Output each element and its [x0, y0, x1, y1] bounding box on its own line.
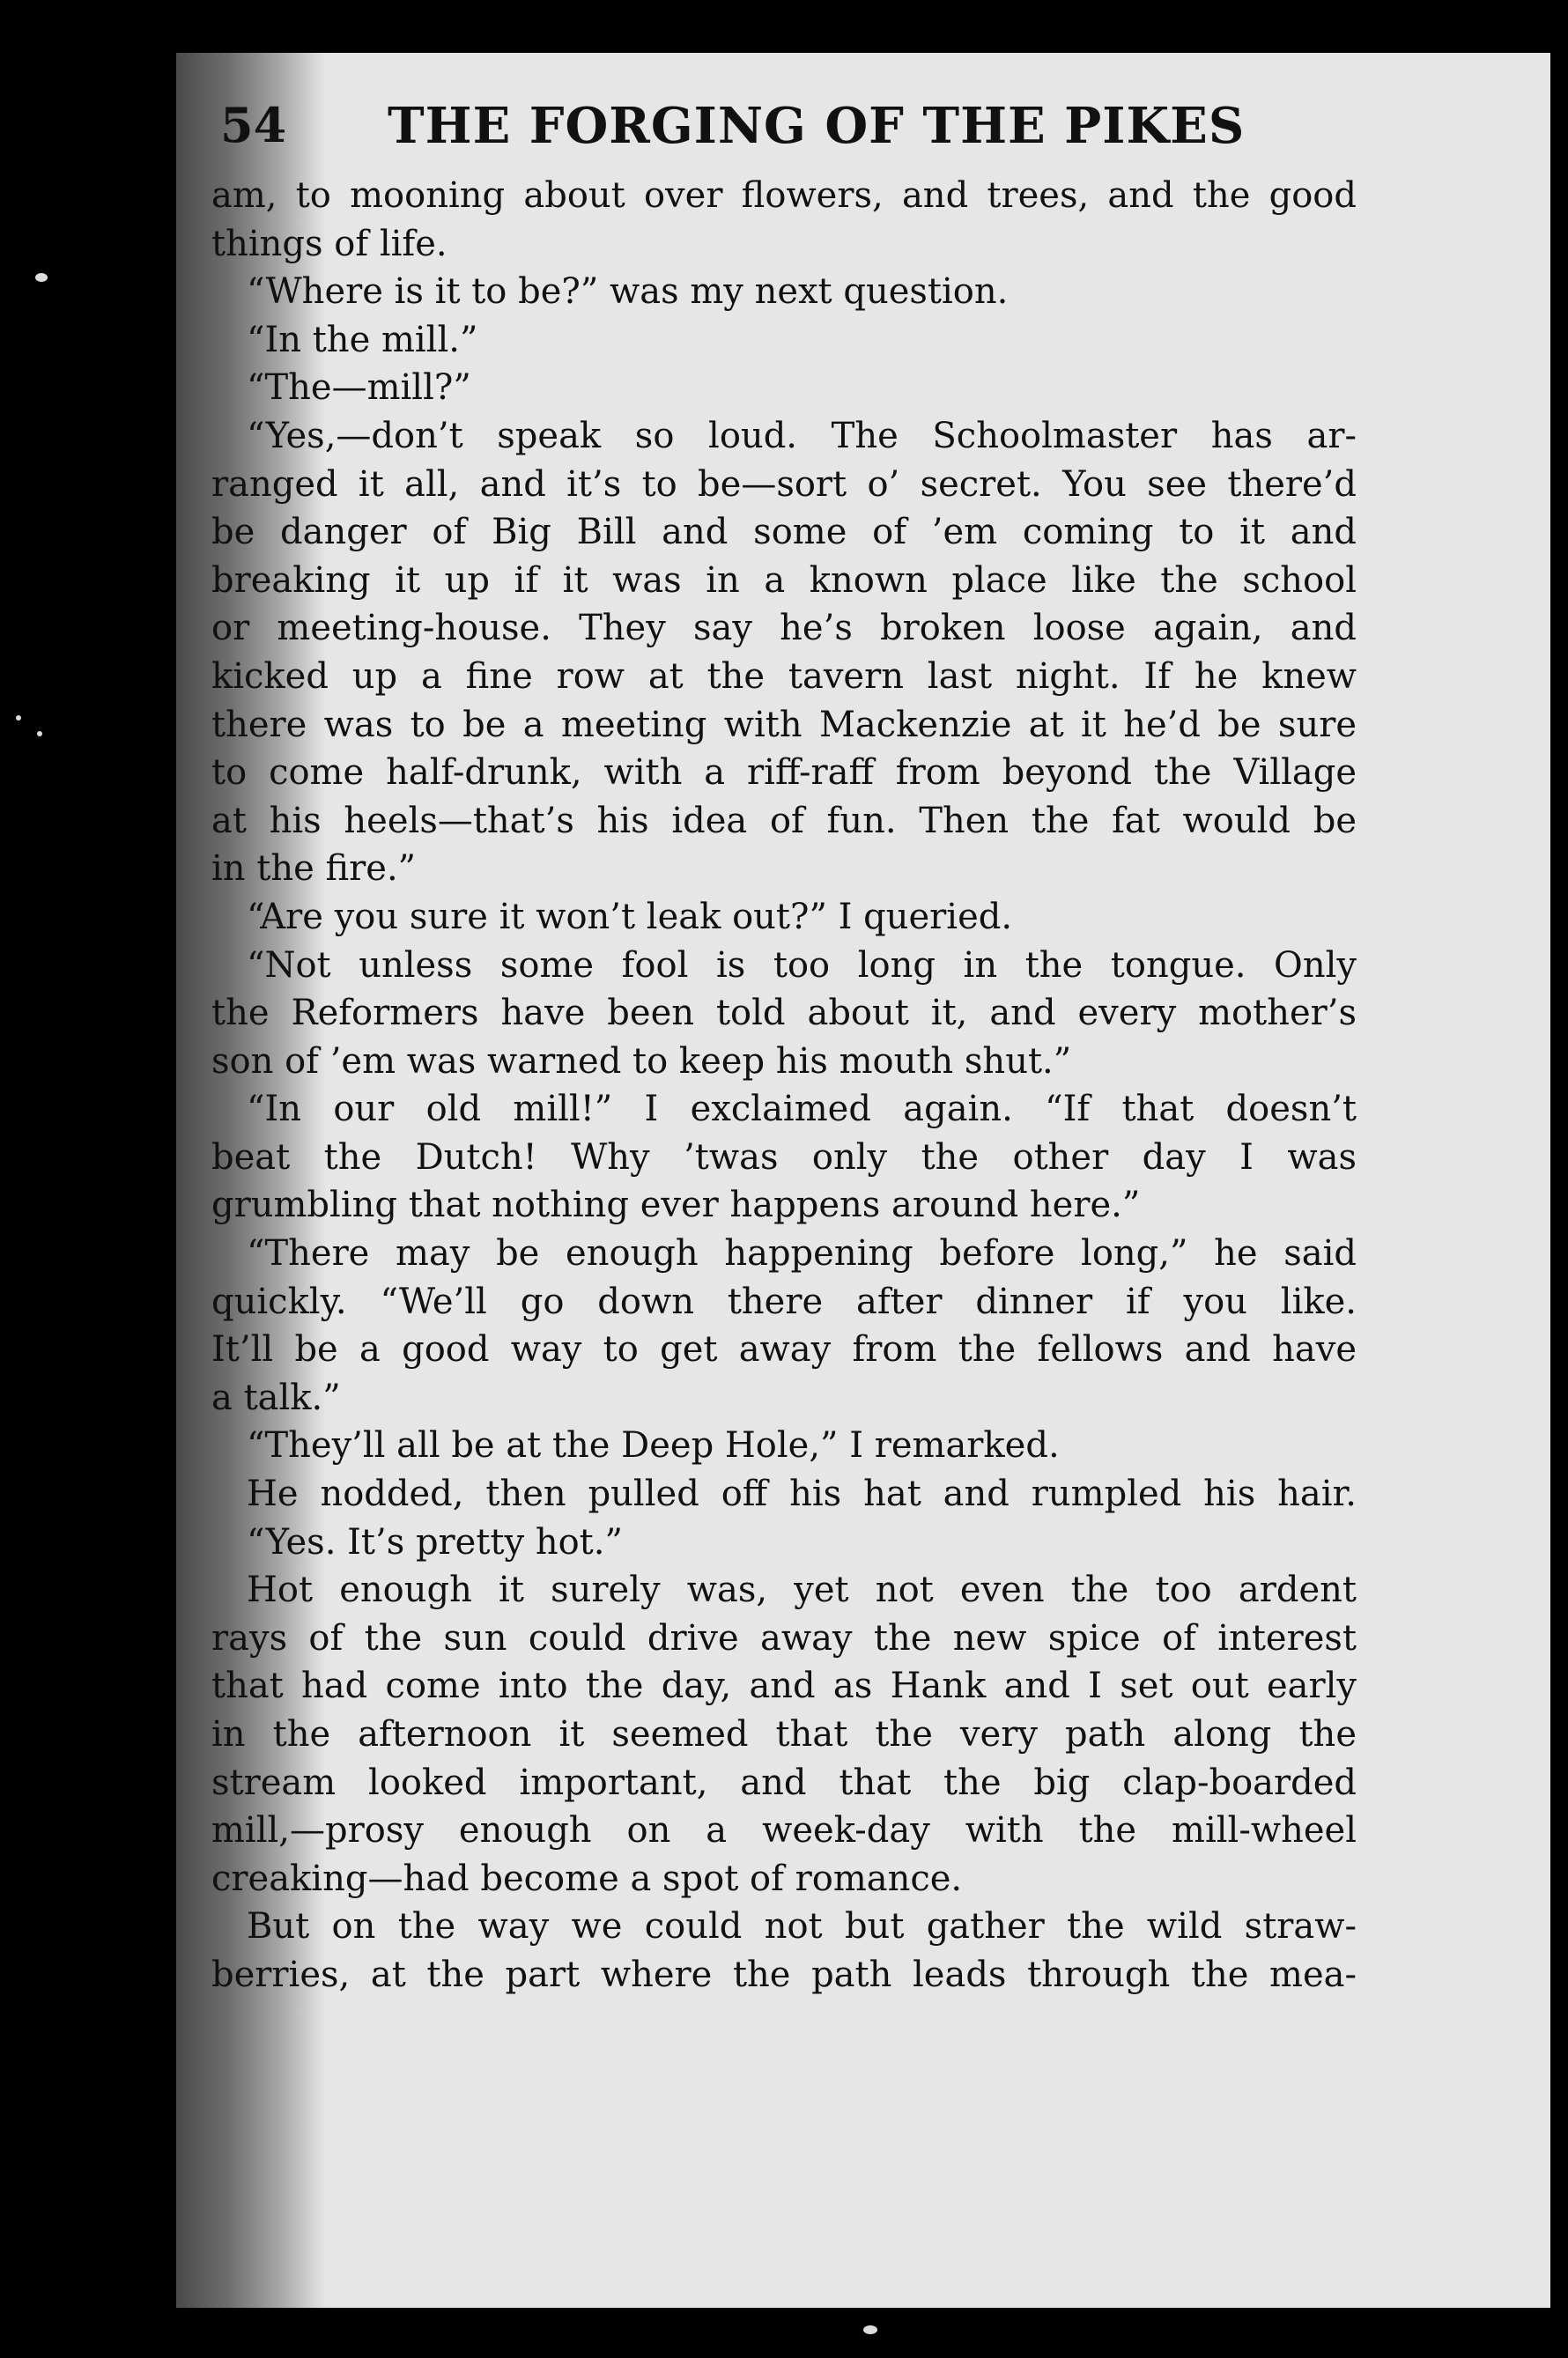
- text-line: “They’ll all be at the Deep Hole,” I remarked.: [247, 1425, 1060, 1467]
- text-line: there was to be a meeting with Mackenzie at it he’d be sure: [211, 704, 1357, 745]
- text-line: grumbling that nothing ever happens around here.”: [211, 1185, 1141, 1226]
- text-line: kicked up a fine row at the tavern last night. If he knew: [211, 655, 1357, 697]
- text-line: in the afternoon it seemed that the very path along the: [211, 1714, 1357, 1755]
- text-line: be danger of Big Bill and some of ’em coming to it and: [211, 512, 1357, 553]
- text-line: “Are you sure it won’t leak out?” I queried.: [247, 896, 1013, 937]
- running-title: THE FORGING OF THE PIKES: [388, 97, 1246, 155]
- text-line: rays of the sun could drive away the new spice of interest: [211, 1617, 1357, 1659]
- text-line: “In our old mill!” I exclaimed again. “If that doesn’t: [247, 1089, 1357, 1130]
- text-line: But on the way we could not but gather the wild straw-: [247, 1906, 1357, 1948]
- page-header: [220, 79, 1365, 185]
- text-line: creaking—had become a spot of romance.: [211, 1858, 963, 1899]
- text-line: “Where is it to be?” was my next question.: [247, 271, 1009, 313]
- text-line: It’ll be a good way to get away from the fellows and have: [211, 1329, 1357, 1371]
- text-line: am, to mooning about over flowers, and trees, and the good: [211, 175, 1357, 216]
- text-line: Hot enough it surely was, yet not even the too ardent: [247, 1570, 1357, 1611]
- text-line: “Yes,—don’t speak so loud. The Schoolmaster has ar-: [247, 415, 1357, 456]
- text-line: berries, at the part where the path leads through the mea-: [211, 1954, 1357, 1995]
- text-line: to come half-drunk, with a riff-raff from beyond the Village: [211, 752, 1357, 794]
- text-line: “In the mill.”: [247, 319, 478, 360]
- text-line: things of life.: [211, 223, 447, 264]
- text-line: that had come into the day, and as Hank and I set out early: [211, 1666, 1357, 1707]
- text-line: or meeting-house. They say he’s broken loose again, and: [211, 608, 1357, 649]
- page-number: 54: [220, 97, 287, 153]
- text-line: “Not unless some fool is too long in the tongue. Only: [247, 944, 1357, 986]
- text-line: “The—mill?”: [247, 367, 471, 409]
- body-text: [211, 172, 1357, 1999]
- text-line: ranged it all, and it’s to be—sort o’ secret. You see there’d: [211, 463, 1357, 505]
- text-line: quickly. “We’ll go down there after dinner if you like.: [211, 1281, 1357, 1322]
- text-line: mill,—prosy enough on a week-day with the mill-wheel: [211, 1810, 1357, 1852]
- text-line: He nodded, then pulled off his hat and rumpled his hair.: [247, 1474, 1357, 1515]
- text-line: the Reformers have been told about it, and every mother’s: [211, 993, 1357, 1034]
- text-line: “There may be enough happening before long,” he said: [247, 1233, 1357, 1275]
- text-line: “Yes. It’s pretty hot.”: [247, 1521, 623, 1563]
- text-line: breaking it up if it was in a known place like the school: [211, 559, 1357, 601]
- text-line: son of ’em was warned to keep his mouth shut.”: [211, 1040, 1072, 1082]
- text-line: at his heels—that’s his idea of fun. Then the fat would be: [211, 800, 1357, 841]
- text-line: a talk.”: [211, 1377, 341, 1418]
- text-line: beat the Dutch! Why ’twas only the other day I was: [211, 1136, 1357, 1178]
- text-line: stream looked important, and that the big clap-boarded: [211, 1762, 1357, 1803]
- text-line: in the fire.”: [211, 848, 417, 890]
